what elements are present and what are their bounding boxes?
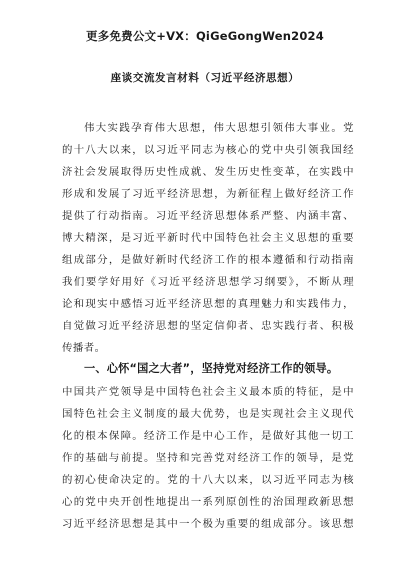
paragraph-1-line-11: 传播者。: [62, 342, 106, 354]
paragraph-1-line-9: 论和现实中感悟习近平经济思想的真理魅力和实践伟力，: [62, 298, 354, 310]
paragraph-2-line-2: 国特色社会主义制度的最大优势，也是实现社会主义现代: [62, 408, 354, 420]
paragraph-1-line-6: 博大精深，是习近平新时代中国特色社会主义思想的重要: [62, 232, 354, 244]
paragraph-1-line-1: 伟大实践孕育伟大思想，伟大思想引领伟大事业。党: [84, 122, 354, 134]
paragraph-2-line-5: 的初心使命决定的。党的十八大以来，以习近平同志为核: [62, 474, 354, 486]
paragraph-1-line-5: 提供了行动指南。习近平经济思想体系严整、内涵丰富、: [62, 210, 354, 222]
paragraph-1-line-2: 的十八大以来，以习近平同志为核心的党中央引领我国经: [62, 144, 354, 156]
paragraph-1-line-7: 组成部分，是做好新时代经济工作的根本遵循和行动指南: [62, 254, 354, 266]
paragraph-1-line-4: 形成和发展了习近平经济思想，为新征程上做好经济工作: [62, 188, 354, 200]
paragraph-1-line-3: 济社会发展取得历史性成就、发生历史性变革，在实践中: [62, 166, 354, 178]
section-heading-1: 一、心怀“国之大者”，坚持党对经济工作的领导。: [84, 362, 339, 375]
paragraph-2-line-7: 习近平经济思想是其中一个极为重要的组成部分。该思想: [62, 518, 354, 530]
paragraph-2-line-1: 中国共产党领导是中国特色社会主义最本质的特征，是中: [62, 386, 354, 398]
watermark-banner: 更多免费公文+VX：QiGeGongWen2024: [86, 29, 324, 43]
paragraph-1-line-8: 我们要学好用好《习近平经济思想学习纲要》，不断从理: [62, 276, 354, 288]
paragraph-2-line-3: 化的根本保障。经济工作是中心工作，是做好其他一切工: [62, 430, 354, 442]
paragraph-2-line-6: 心的党中央开创性地提出一系列原创性的治国理政新思想: [62, 496, 354, 508]
document-title: 座谈交流发言材料（习近平经济思想）: [110, 72, 300, 84]
paragraph-1-line-10: 自觉做习近平经济思想的坚定信仰者、忠实践行者、积极: [62, 320, 354, 332]
paragraph-2-line-4: 作的基础与前提。坚持和完善党对经济工作的领导，是党: [62, 452, 354, 464]
